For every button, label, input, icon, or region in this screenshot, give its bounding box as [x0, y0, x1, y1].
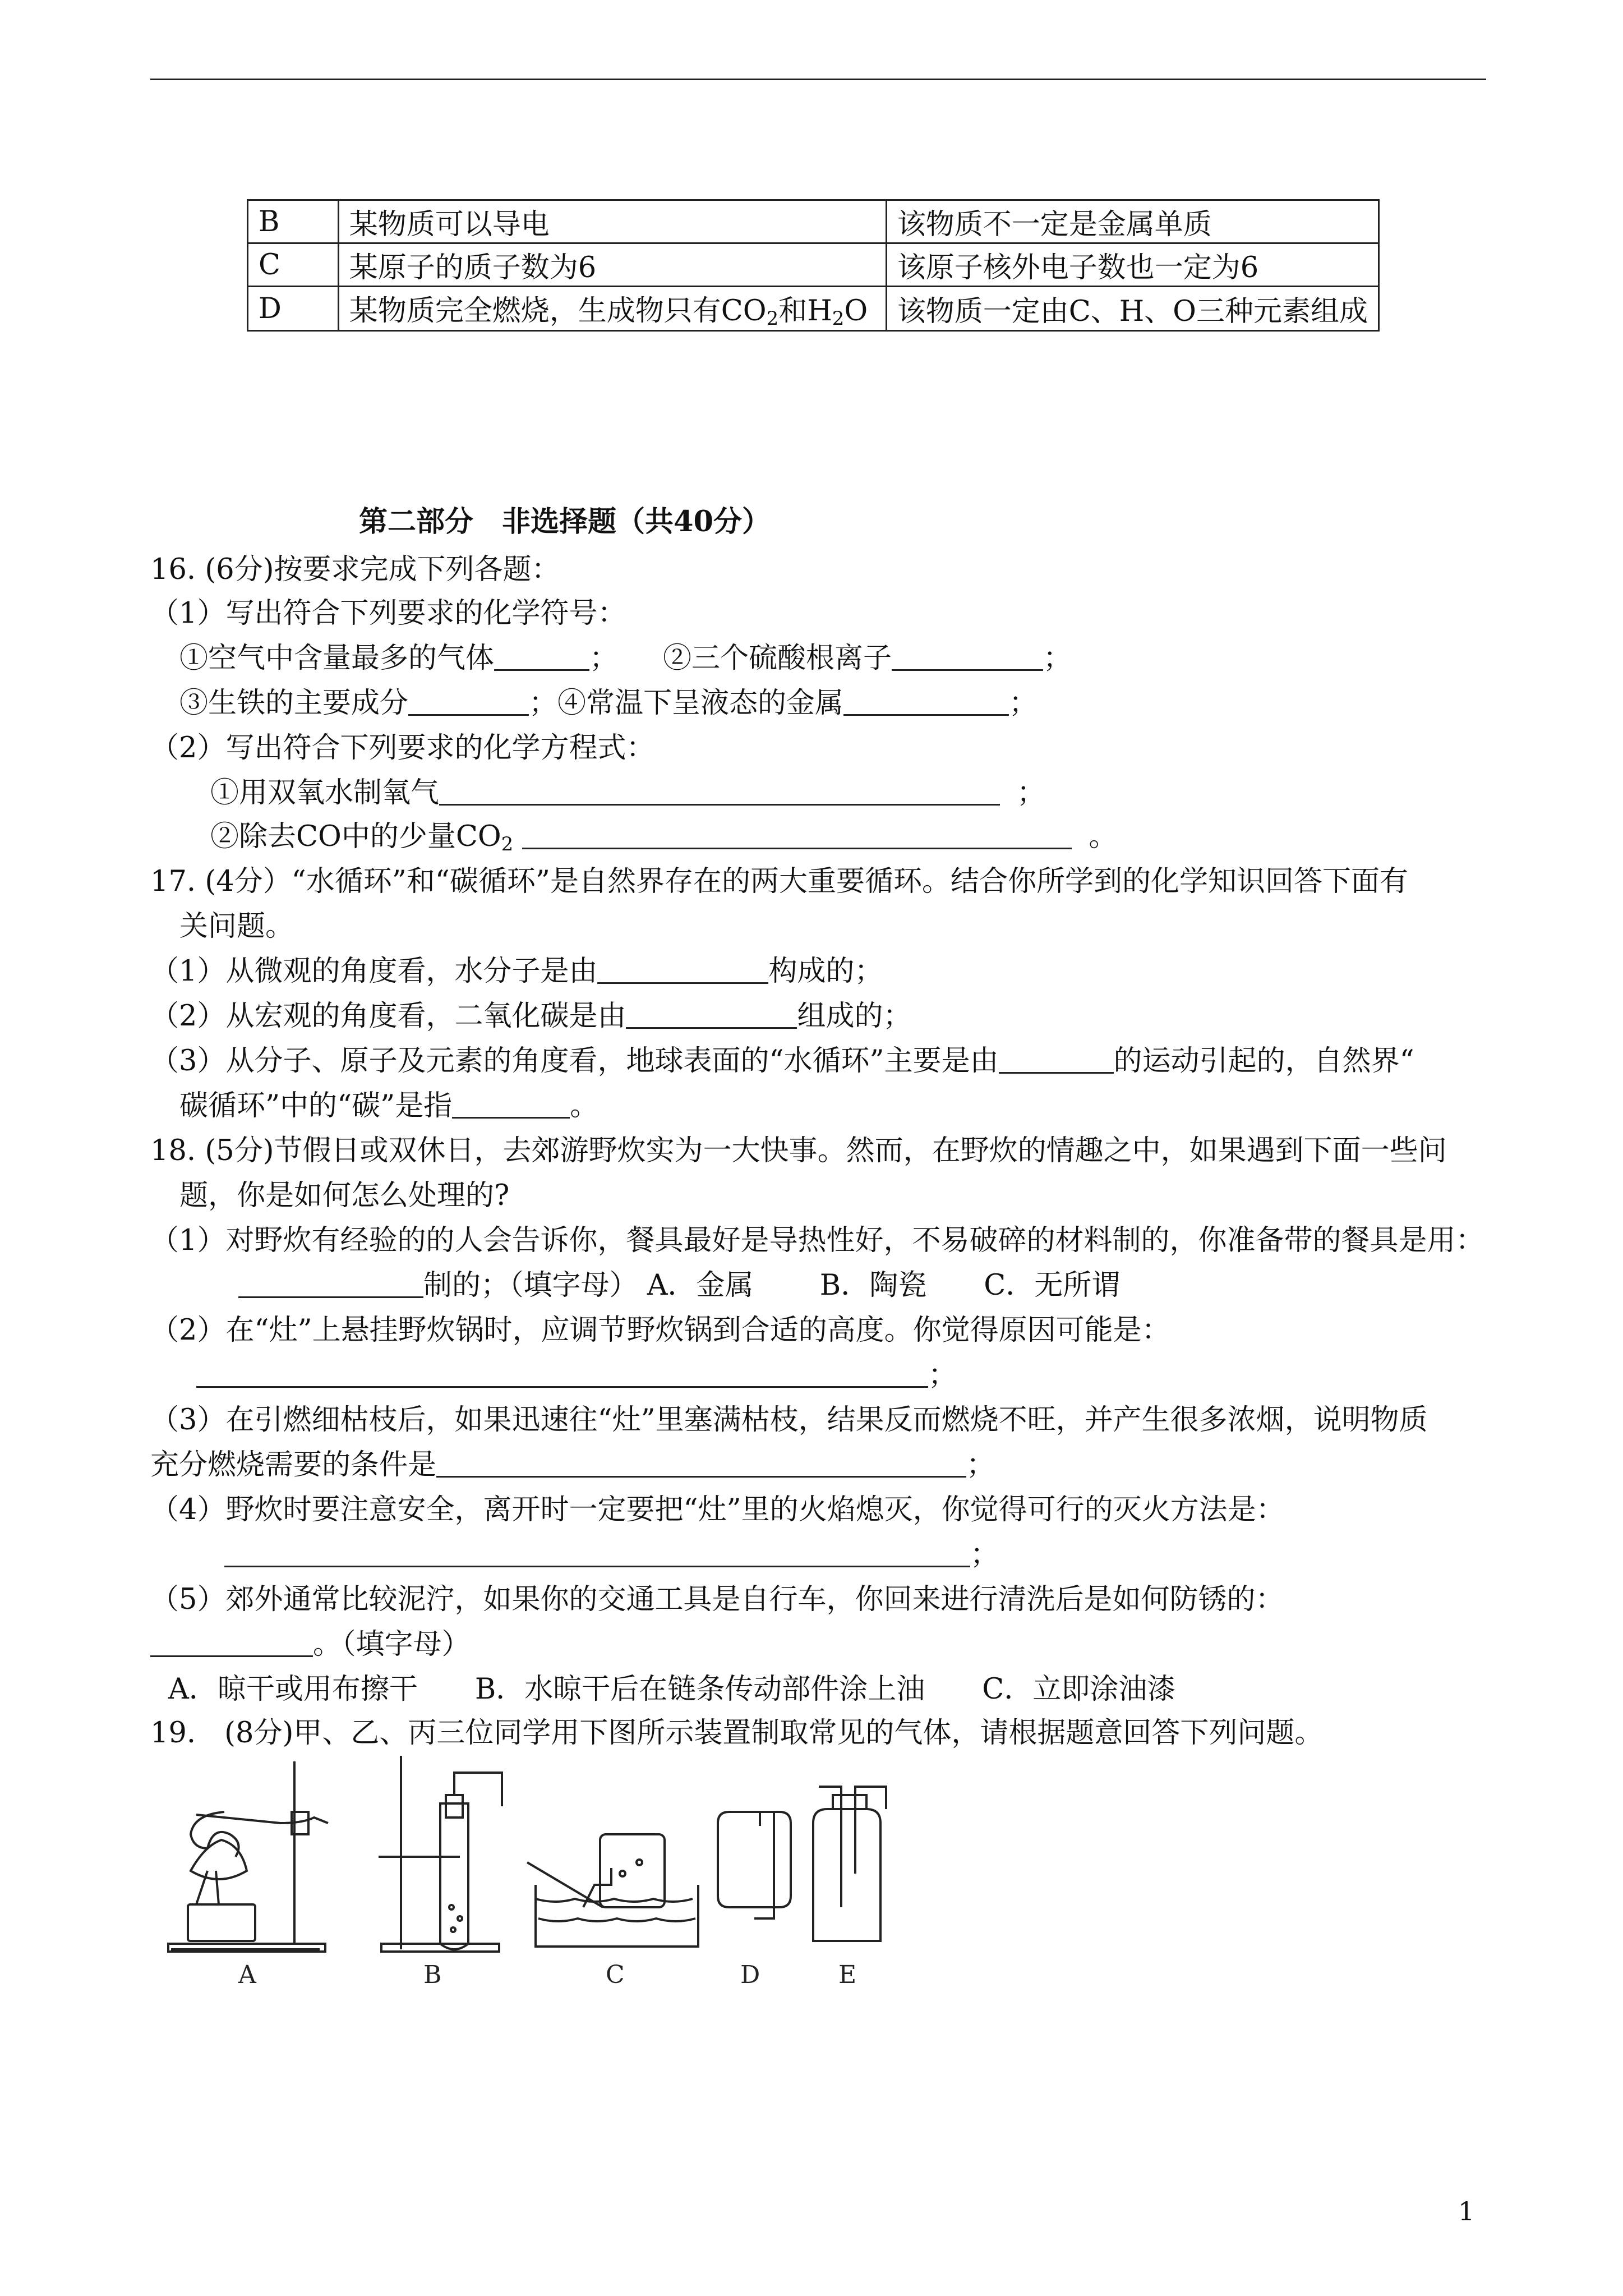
- answer-blank[interactable]: [224, 1541, 970, 1567]
- option-premise: 某物质可以导电: [338, 200, 886, 243]
- option-conclusion: 该物质一定由C、H、O三种元素组成: [886, 287, 1378, 331]
- section-title: 第二部分 非选择题（共40分）: [359, 505, 771, 539]
- figure-label: A: [238, 1961, 256, 1986]
- question-18-stem-cont: 题，你是如何怎么处理的?: [179, 1179, 510, 1212]
- answer-blank[interactable]: [439, 779, 1000, 806]
- q16-item3: ③生铁的主要成分 ；④常温下呈液态的金属 ；: [179, 687, 1038, 720]
- table-row: [248, 243, 1379, 287]
- q18-part2-answer: ；: [196, 1361, 957, 1389]
- q18-part1: （1）对野炊有经验的的人会告诉你，餐具最好是导热性好，不易破碎的材料制的，你准备带的餐具是用：: [150, 1224, 1484, 1257]
- apparatus-b: [379, 1756, 502, 1952]
- question-16-stem: 16. (6分)按要求完成下列各题：: [150, 553, 560, 586]
- answer-blank[interactable]: [494, 645, 589, 671]
- q18-part5-answer: 。（填字母）: [150, 1630, 471, 1659]
- apparatus-a: [168, 1761, 328, 1952]
- answer-blank[interactable]: [196, 1361, 928, 1388]
- apparatus-e: [813, 1787, 886, 1941]
- answer-blank[interactable]: [150, 1631, 313, 1657]
- q16-item1: ①空气中含量最多的气体 ； ②三个硫酸根离子 ；: [179, 642, 1072, 675]
- answer-blank[interactable]: [238, 1272, 423, 1298]
- option-letter: D: [248, 287, 339, 331]
- q17-part1: （1）从微观的角度看，水分子是由 构成的；: [150, 955, 883, 988]
- question-18-stem: 18. (5分)节假日或双休日，去郊游野炊实为一大快事。然而，在野炊的情趣之中，如果遇到下面一些问: [150, 1134, 1447, 1167]
- apparatus-figure: [157, 1728, 892, 1986]
- q18-part3: （3）在引燃细枯枝后，如果迅速往“灶”里塞满枯枝，结果反而燃烧不旺，并产生很多浓烟，说明物质: [150, 1404, 1428, 1437]
- question-19-stem: 19. (8分)甲、乙、丙三位同学用下图所示装置制取常见的气体，请根据题意回答下列问题。: [150, 1717, 1324, 1750]
- q18-part5: （5）郊外通常比较泥泞，如果你的交通工具是自行车，你回来进行清洗后是如何防锈的：: [150, 1583, 1284, 1616]
- figure-label: E: [838, 1961, 857, 1986]
- q16-part2: （2）写出符合下列要求的化学方程式：: [150, 731, 655, 765]
- apparatus-d: [718, 1812, 791, 1918]
- answer-blank[interactable]: [408, 689, 529, 716]
- answer-blank[interactable]: [843, 689, 1009, 716]
- table-row: [248, 200, 1379, 243]
- q18-part3-cont: 充分燃烧需要的条件是 ；: [150, 1448, 995, 1481]
- apparatus-c: [527, 1834, 698, 1947]
- answer-blank[interactable]: [597, 958, 768, 984]
- table-row: [248, 287, 1379, 331]
- question-17-stem: 17. (4分）“水循环”和“碳循环”是自然界存在的两大重要循环。结合你所学到的化学知识回答下面有: [150, 865, 1408, 898]
- q16-equation2: ②除去CO中的少量$CO_2$ 。: [210, 820, 1118, 855]
- options-table: [247, 199, 1380, 332]
- q18-part4-answer: ；: [224, 1540, 999, 1569]
- answer-blank[interactable]: [999, 1047, 1114, 1074]
- answer-blank[interactable]: [436, 1451, 966, 1478]
- q16-part1: （1）写出符合下列要求的化学符号：: [150, 597, 626, 630]
- answer-blank[interactable]: [892, 645, 1043, 671]
- option-letter: C: [248, 243, 339, 287]
- question-17-stem-cont: 关问题。: [179, 910, 294, 943]
- answer-blank[interactable]: [522, 823, 1072, 849]
- q18-part4: （4）野炊时要注意安全，离开时一定要把“灶”里的火焰熄灭，你觉得可行的灭火方法是：: [150, 1493, 1285, 1526]
- q18-part5-options: A．晾干或用布擦干 B．水晾干后在链条传动部件涂上油 C．立即涂油漆: [168, 1673, 1176, 1706]
- figure-label: C: [606, 1961, 625, 1986]
- q17-part3-cont: 碳循环”中的“碳”是指 。: [179, 1089, 599, 1122]
- q17-part3: （3）从分子、原子及元素的角度看，地球表面的“水循环”主要是由 的运动引起的，自然界“: [150, 1045, 1414, 1078]
- option-premise: 某物质完全燃烧，生成物只有$CO_2$和$H_2O$: [338, 287, 886, 331]
- header-rule: [150, 79, 1486, 80]
- option-premise: 某原子的质子数为6: [338, 243, 886, 287]
- q17-part2: （2）从宏观的角度看，二氧化碳是由 组成的；: [150, 1000, 912, 1033]
- option-letter: B: [248, 200, 339, 243]
- answer-blank[interactable]: [452, 1092, 570, 1119]
- q18-part2: （2）在“灶”上悬挂野炊锅时，应调节野炊锅到合适的高度。你觉得原因可能是：: [150, 1314, 1170, 1347]
- page-number: 1: [1458, 2196, 1475, 2226]
- option-conclusion: 该物质不一定是金属单质: [886, 200, 1378, 243]
- answer-blank[interactable]: [626, 1002, 797, 1029]
- q16-equation1: ①用双氧水制氧气 ；: [210, 776, 1046, 809]
- option-conclusion: 该原子核外电子数也一定为6: [886, 243, 1378, 287]
- figure-label: B: [423, 1961, 442, 1986]
- q18-part1-answer: 制的；（填字母） A．金属 B．陶瓷 C．无所谓: [238, 1271, 1120, 1300]
- figure-label: D: [740, 1961, 760, 1986]
